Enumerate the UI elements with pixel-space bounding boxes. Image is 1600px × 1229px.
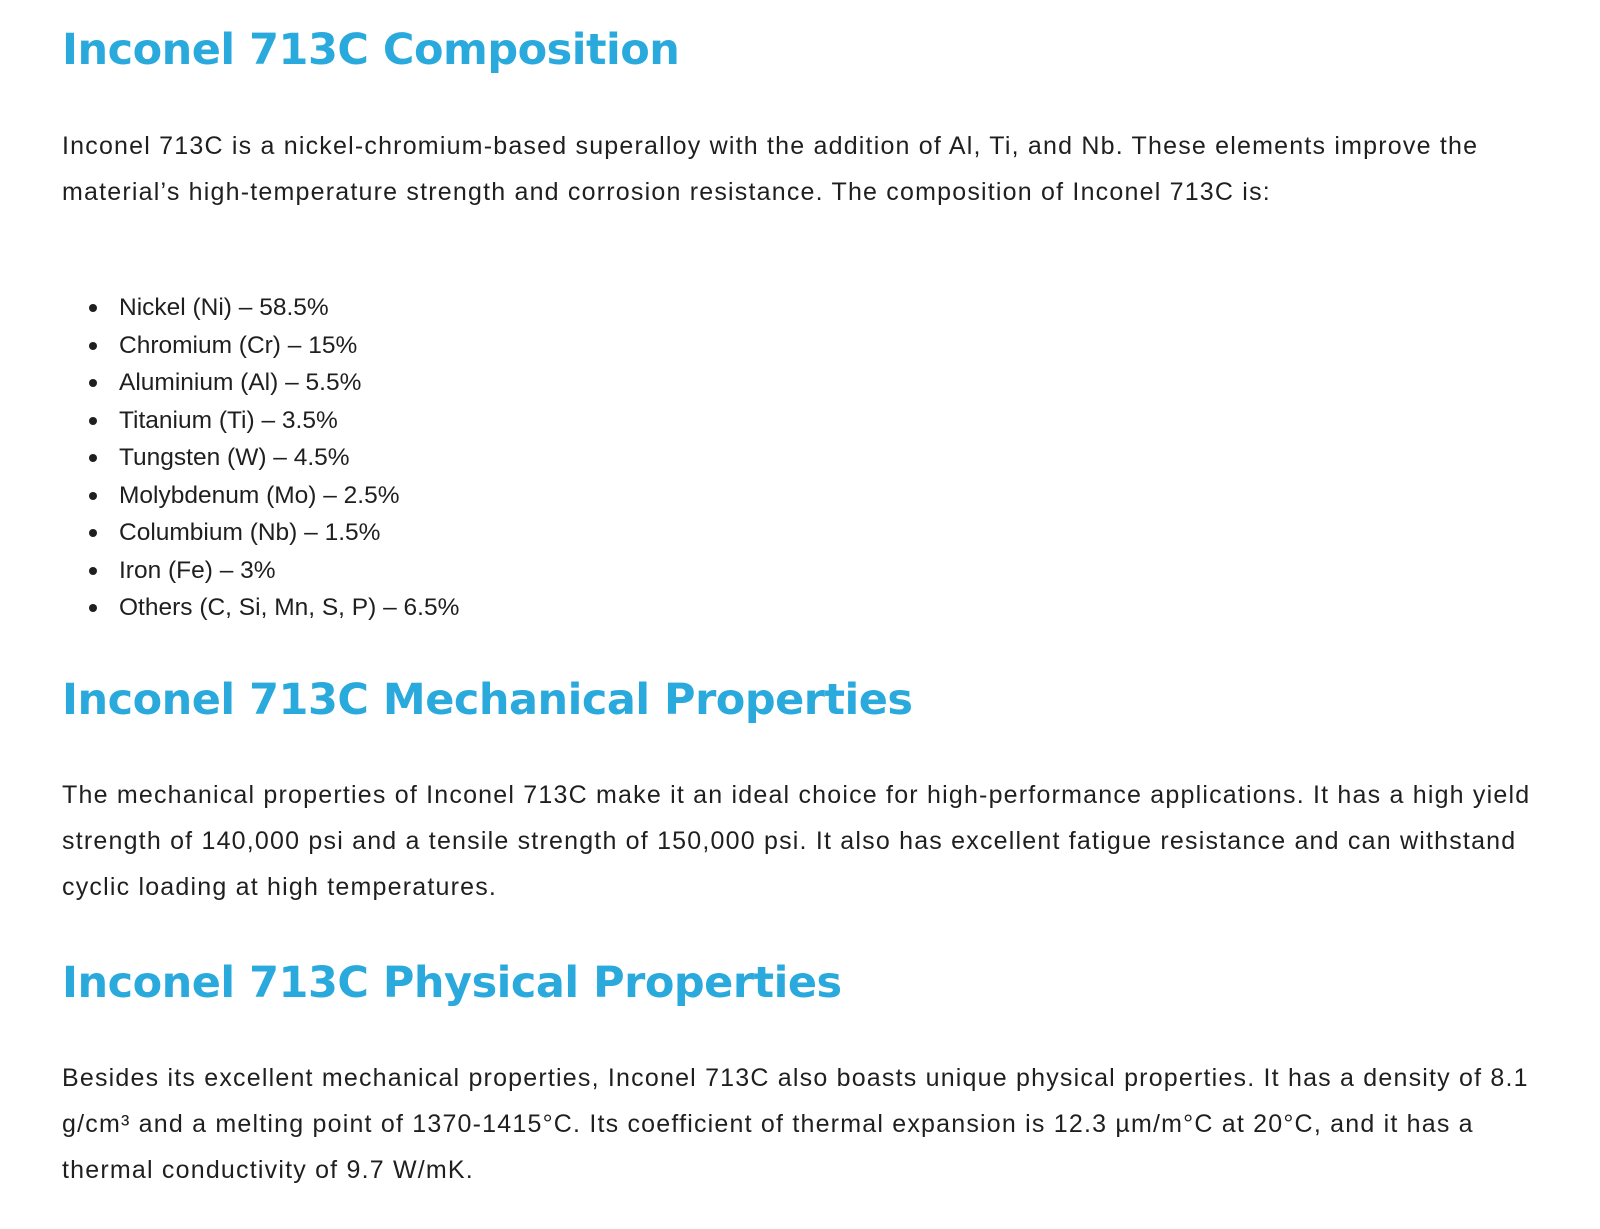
composition-heading: Inconel 713C Composition: [62, 25, 680, 75]
bullet-icon: [89, 567, 97, 575]
composition-paragraph: Inconel 713C is a nickel-chromium-based superalloy with the addition of Al, Ti, and Nb. These elements improve the material’s high-temperature strength and corrosion resistance. The composition of Inconel 713C is:: [62, 132, 1479, 206]
mechanical-properties-paragraph: The mechanical properties of Inconel 713C make it an ideal choice for high-performance applications. It has a high yield strength of 140,000 psi and a tensile strength of 150,000 psi. It also has excellent fatigue resistance and can withstand cyclic loading at high temperatures.: [62, 781, 1531, 901]
list-item-text: Titanium (Ti) – 3.5%: [119, 406, 338, 434]
list-item: [62, 402, 459, 440]
bullet-icon: [89, 342, 97, 350]
list-item-text: Chromium (Cr) – 15%: [119, 331, 358, 359]
list-item-text: Aluminium (Al) – 5.5%: [119, 369, 362, 396]
list-item-text: Iron (Fe) – 3%: [119, 556, 276, 584]
list-item-text: Columbium (Nb) – 1.5%: [119, 519, 381, 546]
composition-list: [62, 289, 459, 627]
mechanical-properties-heading: Inconel 713C Mechanical Properties: [62, 675, 913, 725]
physical-properties-heading: Inconel 713C Physical Properties: [62, 958, 842, 1008]
list-item: [62, 477, 459, 515]
list-item: [62, 514, 459, 552]
list-item: [62, 552, 459, 590]
list-item: [62, 289, 459, 327]
physical-properties-paragraph: Besides its excellent mechanical properties, Inconel 713C also boasts unique physical properties. It has a density of 8.1 g/cm³ and a melting point of 1370-1415°C. Its coefficient of thermal expansion is 12.3 µm/m°C at 20°C, and it has a thermal conductivity of 9.7 W/mK.: [62, 1064, 1529, 1184]
list-item-text: Others (C, Si, Mn, S, P) – 6.5%: [119, 594, 460, 621]
bullet-icon: [89, 304, 97, 312]
bullet-icon: [89, 529, 97, 537]
bullet-icon: [89, 417, 97, 425]
bullet-icon: [89, 604, 97, 612]
list-item-text: Molybdenum (Mo) – 2.5%: [119, 481, 400, 509]
bullet-icon: [89, 492, 97, 500]
bullet-icon: [89, 379, 97, 387]
list-item: [62, 439, 459, 477]
list-item: [62, 589, 459, 627]
list-item: [62, 327, 459, 365]
list-item: [62, 364, 459, 402]
list-item-text: Tungsten (W) – 4.5%: [119, 444, 350, 471]
bullet-icon: [89, 454, 97, 462]
list-item-text: Nickel (Ni) – 58.5%: [119, 294, 329, 321]
